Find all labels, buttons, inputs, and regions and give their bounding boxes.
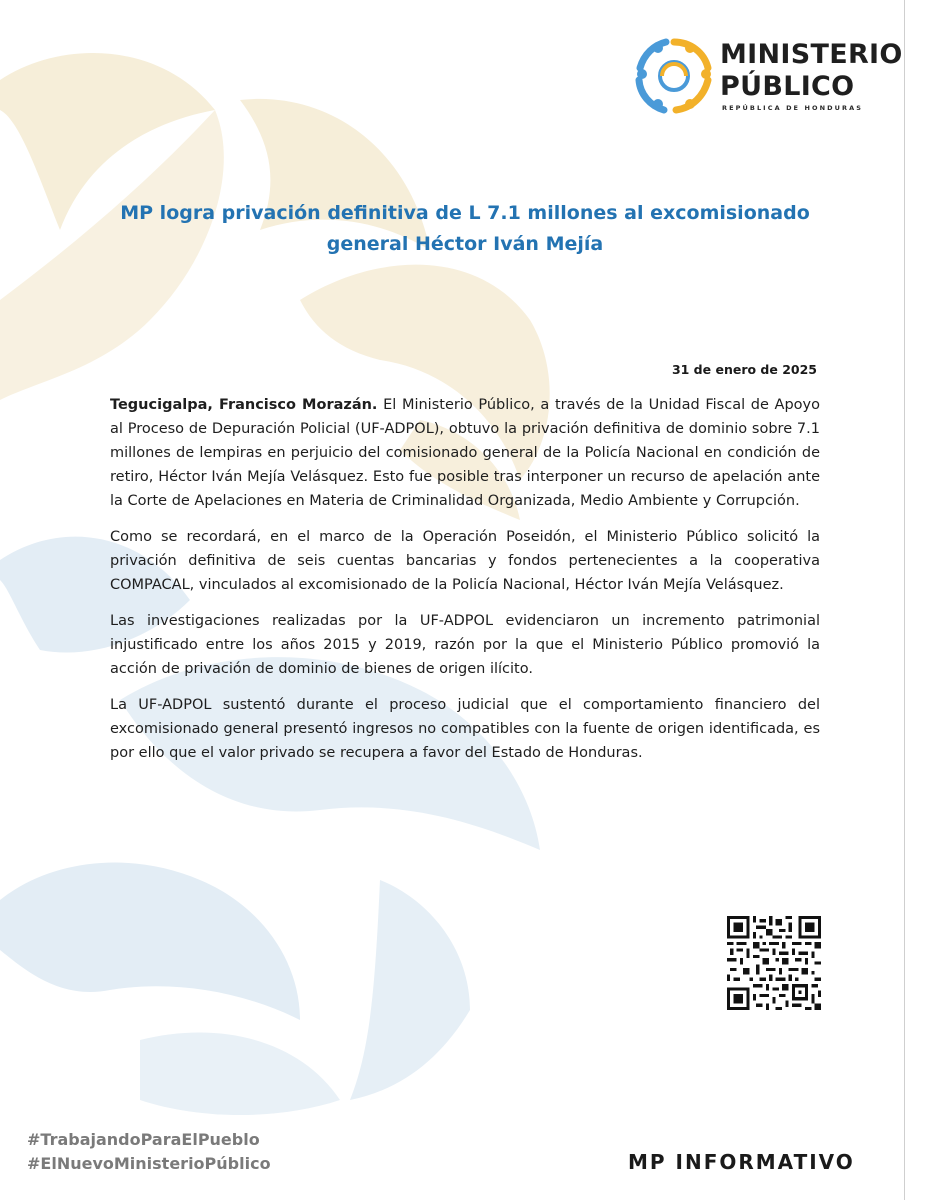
mp-informativo-brand: MP INFORMATIVO — [628, 1150, 855, 1174]
release-date: 31 de enero de 2025 — [671, 362, 817, 377]
paragraph-3: Las investigaciones realizadas por la UF-ADPOL evidenciaron un incremento patrimonial injustificado entre los años 2015 y 2019, razón por la que el Ministerio Público promovió la acción de privación de dominio de bienes de origen ilícito. — [110, 613, 820, 677]
hashtag-trabajando[interactable]: #TrabajandoParaElPueblo — [27, 1130, 260, 1149]
hashtags — [27, 1128, 271, 1176]
logo-text-publico: PÚBLICO — [720, 71, 855, 102]
title-line-1: MP logra privación definitiva de L 7.1 millones al excomisionado — [120, 202, 810, 224]
press-release-title — [110, 198, 820, 260]
ministerio-publico-logo-icon — [632, 34, 716, 118]
title-line-2: general Héctor Iván Mejía — [326, 233, 604, 255]
paragraph-1-text: El Ministerio Público, a través de la Unidad Fiscal de Apoyo al Proceso de Depuración Policial (UF-ADPOL), obtuvo la privación definitiva de dominio sobre 7.1 millones de lempiras en perjuicio del comisionado general de la Policía Nacional en condición de retiro, Héctor Iván Mejía Velásquez. Esto fue posible tras interponer un recurso de apelación ante la Corte de Apelaciones en Materia de Criminalidad Organizada, Medio Ambiente y Corrupción. — [110, 397, 820, 509]
paragraph-2: Como se recordará, en el marco de la Operación Poseidón, el Ministerio Público solicitó la privación definitiva de seis cuentas bancarias y fondos pertenecientes a la cooperativa COMPACAL, vinculados al excomisionado de la Policía Nacional, Héctor Iván Mejía Velásquez. — [110, 529, 820, 593]
qr-code-icon[interactable] — [727, 916, 821, 1010]
logo-text-republica: REPÚBLICA DE HONDURAS — [722, 104, 864, 112]
ministerio-publico-logo — [632, 34, 903, 120]
press-release-body — [110, 393, 820, 777]
paragraph-4: La UF-ADPOL sustentó durante el proceso judicial que el comportamiento financiero del excomisionado general presentó ingresos no compatibles con la fuente de origen identificada, es por ello que el valor privado se recupera a favor del Estado de Honduras. — [110, 697, 820, 761]
logo-text-ministerio: MINISTERIO — [720, 39, 903, 70]
hashtag-nuevo-ministerio[interactable]: #ElNuevoMinisterioPúblico — [27, 1154, 271, 1173]
dateline: Tegucigalpa, Francisco Morazán. — [110, 397, 378, 413]
page-edge-divider — [904, 0, 905, 1200]
paragraph-1 — [110, 393, 820, 513]
